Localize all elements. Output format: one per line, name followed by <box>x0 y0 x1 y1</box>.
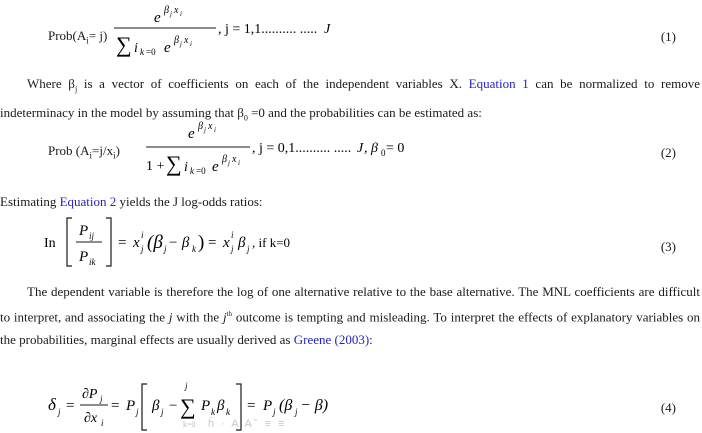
svg-text:∑: ∑ <box>116 32 132 57</box>
svg-text:In: In <box>44 236 56 251</box>
svg-text:x: x <box>184 35 189 46</box>
svg-text:x: x <box>174 5 179 16</box>
svg-text:j: j <box>100 394 103 404</box>
svg-text:j: j <box>228 159 230 167</box>
svg-text:e: e <box>188 126 195 142</box>
svg-text:0: 0 <box>381 148 386 158</box>
svg-text:ik: ik <box>89 257 96 267</box>
svg-text:= 0: = 0 <box>386 141 405 156</box>
svg-text:=: = <box>66 398 75 414</box>
svg-text:i: i <box>190 40 192 48</box>
svg-text:=: = <box>118 235 127 251</box>
svg-text:k: k <box>226 407 230 417</box>
svg-text:j: j <box>273 407 276 417</box>
eq4-number: (4) <box>660 400 676 415</box>
svg-text:=0: =0 <box>196 166 206 176</box>
svg-text:i: i <box>101 418 104 428</box>
svg-text:P: P <box>79 249 89 265</box>
svg-text:=: = <box>247 398 256 414</box>
svg-text:i: i <box>214 126 216 134</box>
svg-text:, j = 0,1.......... .....: , j = 0,1.......... ..... <box>252 141 352 156</box>
eq1-label: $Prob(A_i= j)$ <box>48 28 108 46</box>
svg-text:j: j <box>170 10 172 18</box>
eq3-left-bracket <box>67 218 72 266</box>
svg-text:(β: (β <box>147 232 163 253</box>
greene-2003-link[interactable]: Greene (2003) <box>293 332 370 348</box>
svg-text:j: j <box>185 381 188 391</box>
svg-text:j: j <box>204 126 206 134</box>
svg-text:β: β <box>164 5 169 16</box>
equation-1-link[interactable]: Equation 1 <box>468 76 529 91</box>
eq2-fraction <box>144 120 444 178</box>
svg-text:k=0: k=0 <box>183 420 196 429</box>
paragraph-1: Where $\beta_j$ is a vector of coefficients on each of the independent variables X. Equation 1 can be normalized to remove indeterminacy in the model by assuming that $\beta_0 =0$ and the probabilities can be estimated as: <box>0 76 700 123</box>
eq2-number: (2) <box>660 145 676 160</box>
eq1-fraction <box>112 2 412 60</box>
svg-text:i: i <box>134 41 138 56</box>
svg-text:, if k=0: , if k=0 <box>252 235 291 250</box>
svg-text:i: i <box>231 230 234 240</box>
paragraph-2: Estimating Equation 2 yields the J log-odds ratios: <box>0 194 263 209</box>
svg-text:i: i <box>141 230 144 240</box>
ghost-format-toolbar: ĥ · A Aˇ ≡ ≡ <box>208 418 287 430</box>
svg-text:j: j <box>231 244 234 254</box>
svg-text:j: j <box>141 244 144 254</box>
eq3-number: (3) <box>660 239 676 254</box>
svg-text:∑: ∑ <box>180 394 196 419</box>
svg-text:i: i <box>184 160 188 175</box>
svg-text:, j = 1,1.......... .....: , j = 1,1.......... ..... <box>218 22 318 37</box>
svg-text:β: β <box>238 235 246 251</box>
svg-text:x: x <box>208 121 213 132</box>
paragraph-3: The dependent variable is therefore the log of one alternative relative to the base alternative. The MNL coefficients are difficult to interpret, and associating the j with the $j^{th}$ outcome is tempting and misleading. To interpret the effects of explanatory variables on the probabilities, marginal effects are usually derived as Greene (2003): <box>0 284 701 348</box>
svg-text:β: β <box>198 121 203 132</box>
svg-text:k: k <box>190 166 194 176</box>
eq3-right-bracket <box>106 218 111 266</box>
svg-text:i: i <box>180 10 182 18</box>
eq4-left-bracket <box>142 384 147 430</box>
svg-text:δ: δ <box>48 395 56 414</box>
svg-text:J: J <box>324 22 331 37</box>
svg-text:x: x <box>223 235 230 251</box>
svg-text:j: j <box>180 40 182 48</box>
eq2-label: Prob $(A_i=j/x_i)$ <box>48 143 120 161</box>
svg-text:P: P <box>79 223 89 239</box>
svg-text:j: j <box>247 244 250 254</box>
svg-text:=: = <box>111 398 120 414</box>
eq1-number: (1) <box>660 29 676 44</box>
svg-text:=: = <box>208 235 217 251</box>
svg-text:∂P: ∂P <box>82 387 98 402</box>
svg-text:P: P <box>201 398 211 414</box>
svg-text:j: j <box>295 407 298 417</box>
svg-text:P: P <box>126 398 136 414</box>
svg-text:e: e <box>212 159 219 175</box>
svg-text:j: j <box>136 407 139 417</box>
svg-text:x: x <box>133 235 140 251</box>
svg-text:x: x <box>232 154 237 165</box>
svg-text:k: k <box>211 407 215 417</box>
svg-text:e: e <box>154 10 161 26</box>
svg-text:∑: ∑ <box>166 151 182 176</box>
svg-text:k: k <box>140 47 144 57</box>
svg-text:β: β <box>152 398 160 414</box>
svg-text:j: j <box>58 407 61 417</box>
svg-text:1 +: 1 + <box>146 159 165 174</box>
svg-text:=0: =0 <box>146 47 156 57</box>
svg-text:ij: ij <box>89 231 95 241</box>
equation-2-link[interactable]: Equation 2 <box>59 194 117 209</box>
svg-text:j: j <box>164 244 167 254</box>
svg-text:β: β <box>174 35 179 46</box>
svg-text:−: − <box>169 398 178 414</box>
svg-text:i: i <box>238 159 240 167</box>
svg-text:k: k <box>192 244 196 254</box>
svg-text:β: β <box>217 398 225 414</box>
svg-text:J: J <box>357 141 364 156</box>
svg-text:− β): − β) <box>300 397 329 414</box>
eq3-body <box>40 214 460 272</box>
svg-text:(β: (β <box>279 397 293 414</box>
svg-text:− β: − β <box>168 235 190 251</box>
svg-text:j: j <box>161 407 164 417</box>
svg-text:): ) <box>198 232 205 253</box>
svg-text:e: e <box>164 40 171 56</box>
svg-text:β: β <box>222 154 227 165</box>
svg-text:, β: , β <box>364 141 378 156</box>
svg-text:P: P <box>263 398 273 414</box>
svg-text:∂x: ∂x <box>84 411 98 426</box>
